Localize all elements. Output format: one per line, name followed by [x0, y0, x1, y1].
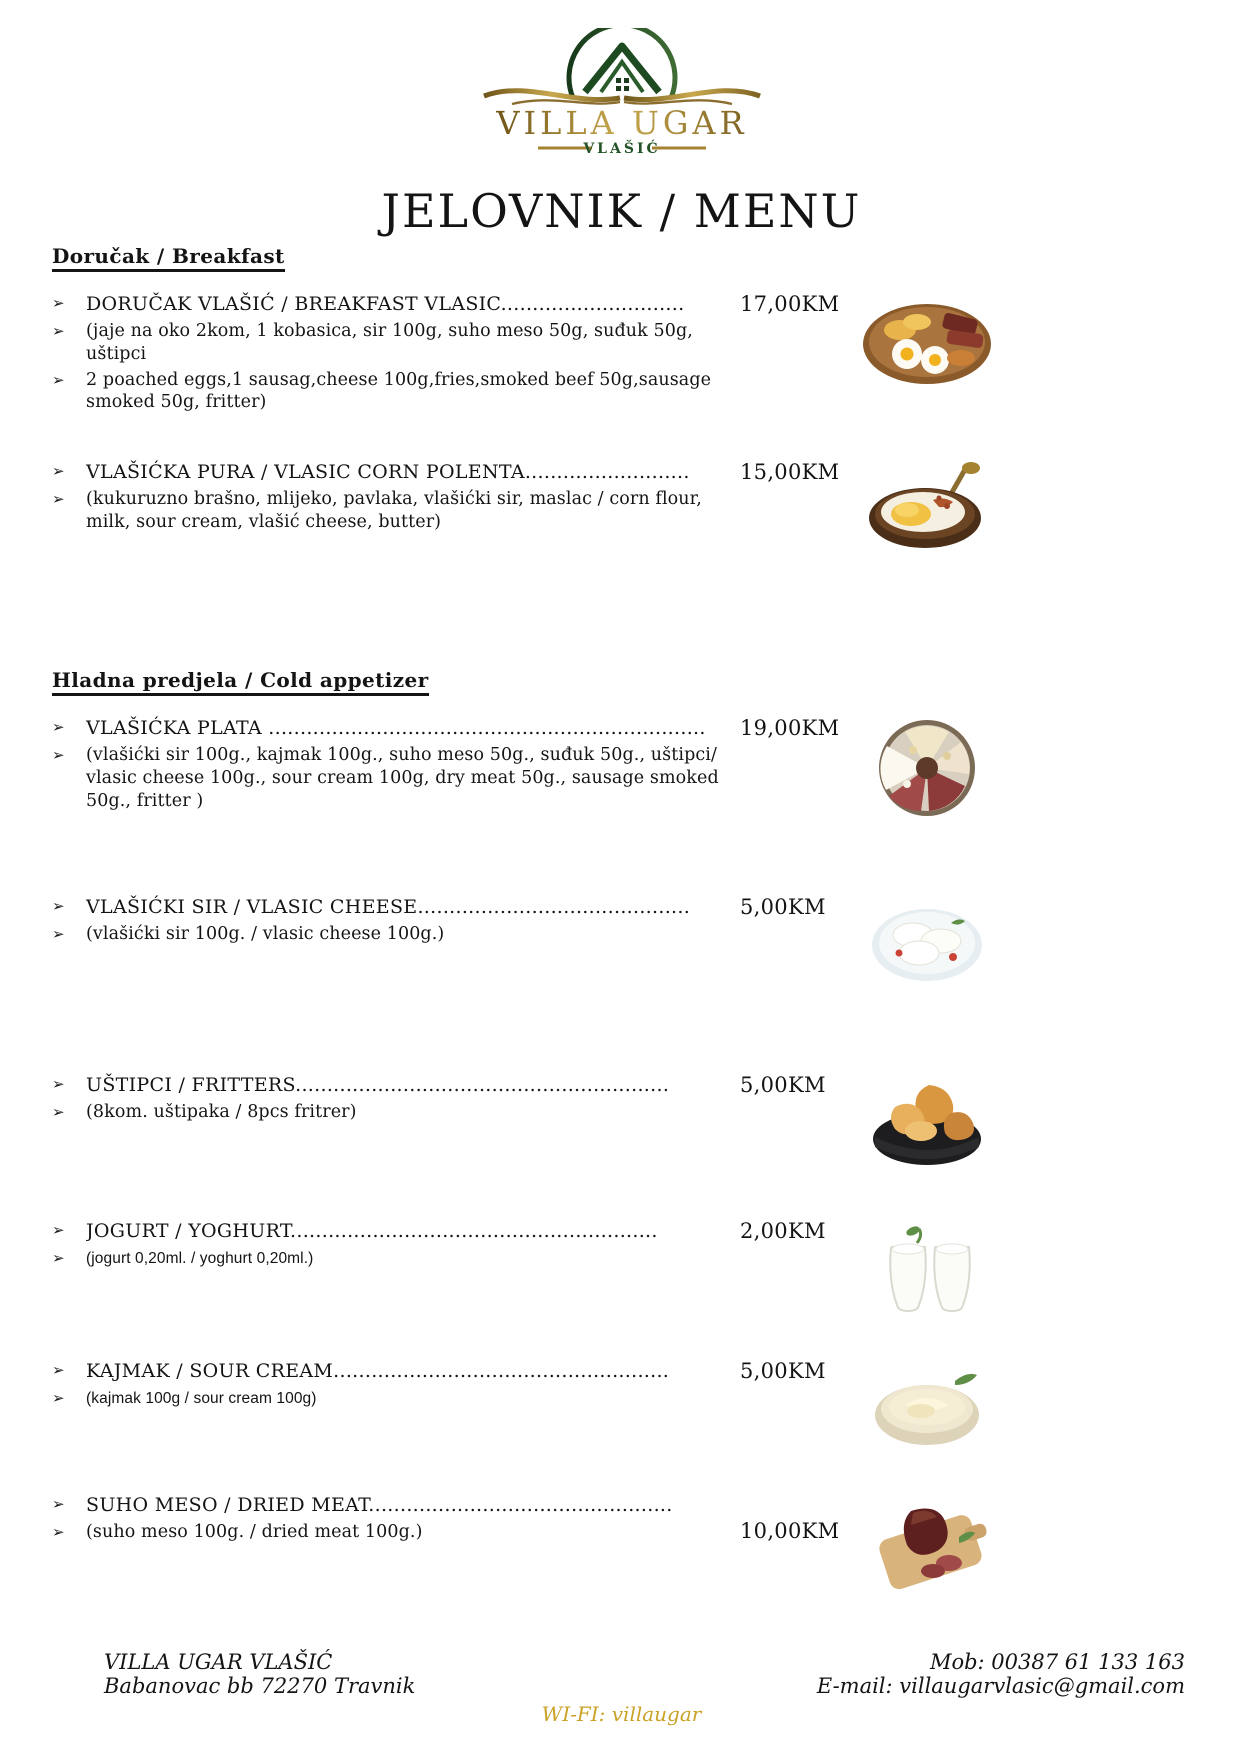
item-name: VLAŠIĆKI SIR / VLASIC CHEESE........................................... — [86, 896, 691, 919]
section-breakfast — [52, 244, 1191, 560]
footer-address: Babanovac bb 72270 Travnik — [104, 1674, 416, 1699]
arrow-bullet-icon: ➢ — [52, 718, 65, 737]
arrow-bullet-icon: ➢ — [52, 746, 65, 765]
section-heading-breakfast: Doručak / Breakfast — [52, 244, 285, 272]
arrow-bullet-icon: ➢ — [52, 1361, 65, 1380]
arrow-bullet-icon: ➢ — [52, 925, 65, 944]
item-price: 17,00KM — [740, 292, 840, 316]
footer-mobile: Mob: 00387 61 133 163 — [929, 1650, 1185, 1675]
item-name: VLAŠIĆKA PLATA ..................................................................... — [86, 717, 706, 740]
item-description: 2 poached eggs,1 sausag,cheese 100g,fries,smoked beef 50g,sausage smoked 50g, fritter) — [86, 369, 712, 413]
arrow-bullet-icon: ➢ — [52, 1249, 65, 1268]
item-name: JOGURT / YOGHURT.......................................................... — [86, 1220, 658, 1243]
arrow-bullet-icon: ➢ — [52, 1075, 65, 1094]
item-price: 5,00KM — [740, 1359, 826, 1384]
item-price: 19,00KM — [740, 716, 840, 741]
polenta-bowl-photo — [852, 460, 1002, 560]
menu-item-vlasicka-pura — [52, 460, 1191, 560]
item-price: 5,00KM — [740, 895, 826, 920]
item-description: (8kom. uštipaka / 8pcs fritrer) — [86, 1102, 357, 1123]
item-description: (kukuruzno brašno, mlijeko, pavlaka, vlašićki sir, maslac / corn flour, milk, sour cream, vlašić cheese, butter) — [86, 489, 702, 532]
arrow-bullet-icon: ➢ — [52, 1103, 65, 1122]
arrow-bullet-icon: ➢ — [52, 370, 65, 389]
item-price: 15,00KM — [740, 460, 840, 485]
breakfast-plate-photo — [852, 292, 1002, 392]
dried-meat-board-photo — [852, 1493, 1002, 1598]
section-heading-cold-appetizer: Hladna predjela / Cold appetizer — [52, 668, 429, 696]
menu-item-breakfast-vlasic — [52, 292, 1191, 414]
footer-business-name: VILLA UGAR VLAŠIĆ — [104, 1650, 333, 1675]
footer — [52, 1650, 1191, 1726]
menu-item-jogurt — [52, 1219, 1191, 1319]
arrow-bullet-icon: ➢ — [52, 1389, 65, 1408]
item-description: (suho meso 100g. / dried meat 100g.) — [86, 1522, 423, 1543]
menu-item-suho-meso — [52, 1493, 1191, 1598]
arrow-bullet-icon: ➢ — [52, 294, 65, 312]
arrow-bullet-icon: ➢ — [52, 490, 65, 509]
footer-email: E-mail: villaugarvlasic@gmail.com — [816, 1674, 1185, 1699]
item-description: (jaje na oko 2kom, 1 kobasica, sir 100g, suho meso 50g, suđuk 50g, uštipci — [86, 321, 693, 364]
arrow-bullet-icon: ➢ — [52, 1523, 65, 1542]
item-description: (jogurt 0,20ml. / yoghurt 0,20ml.) — [86, 1250, 314, 1268]
item-price: 2,00KM — [740, 1219, 826, 1244]
arrow-bullet-icon: ➢ — [52, 462, 65, 481]
menu-item-ustipci — [52, 1073, 1191, 1173]
villa-ugar-logo-icon — [472, 28, 772, 162]
menu-item-vlasicki-sir — [52, 895, 1191, 995]
cheese-plate-photo — [852, 895, 1002, 995]
arrow-bullet-icon: ➢ — [52, 897, 65, 916]
arrow-bullet-icon: ➢ — [52, 322, 65, 341]
logo-sub-text: VLAŠIĆ — [582, 141, 661, 157]
appetizer-platter-photo — [852, 716, 1002, 821]
item-price: 5,00KM — [740, 1073, 826, 1098]
item-price: 10,00KM — [740, 1519, 840, 1544]
item-description: (kajmak 100g / sour cream 100g) — [86, 1390, 317, 1408]
section-cold-appetizer — [52, 668, 1191, 1598]
item-description: (vlašićki sir 100g., kajmak 100g., suho meso 50g., suđuk 50g., uštipci/ vlasic cheese 100g., sour cream 100g, dry meat 50g., sausage smoked 50g., fritter ) — [86, 745, 719, 811]
item-name: SUHO MESO / DRIED MEAT................................................ — [86, 1494, 673, 1517]
villa-ugar-logo — [52, 28, 1191, 166]
item-name: UŠTIPCI / FRITTERS........................................................... — [86, 1074, 670, 1097]
menu-item-kajmak — [52, 1359, 1191, 1459]
menu-item-vlasicka-plata — [52, 716, 1191, 821]
kajmak-bowl-photo — [852, 1359, 1002, 1459]
fritters-basket-photo — [852, 1073, 1002, 1173]
item-description: (vlašićki sir 100g. / vlasic cheese 100g.) — [86, 924, 445, 945]
item-name: KAJMAK / SOUR CREAM..................................................... — [86, 1360, 670, 1383]
arrow-bullet-icon: ➢ — [52, 1495, 65, 1514]
footer-wifi: WI-FI: villaugar — [541, 1702, 702, 1727]
item-name: DORUČAK VLAŠIĆ / BREAKFAST VLASIC............................. — [86, 293, 685, 315]
arrow-bullet-icon: ➢ — [52, 1221, 65, 1240]
logo-brand-text: VILLA UGAR — [495, 104, 748, 142]
yoghurt-glasses-photo — [852, 1219, 1002, 1319]
page-title: JELOVNIK / MENU — [381, 184, 862, 238]
item-name: VLAŠIĆKA PURA / VLASIC CORN POLENTA.......................... — [86, 461, 690, 484]
